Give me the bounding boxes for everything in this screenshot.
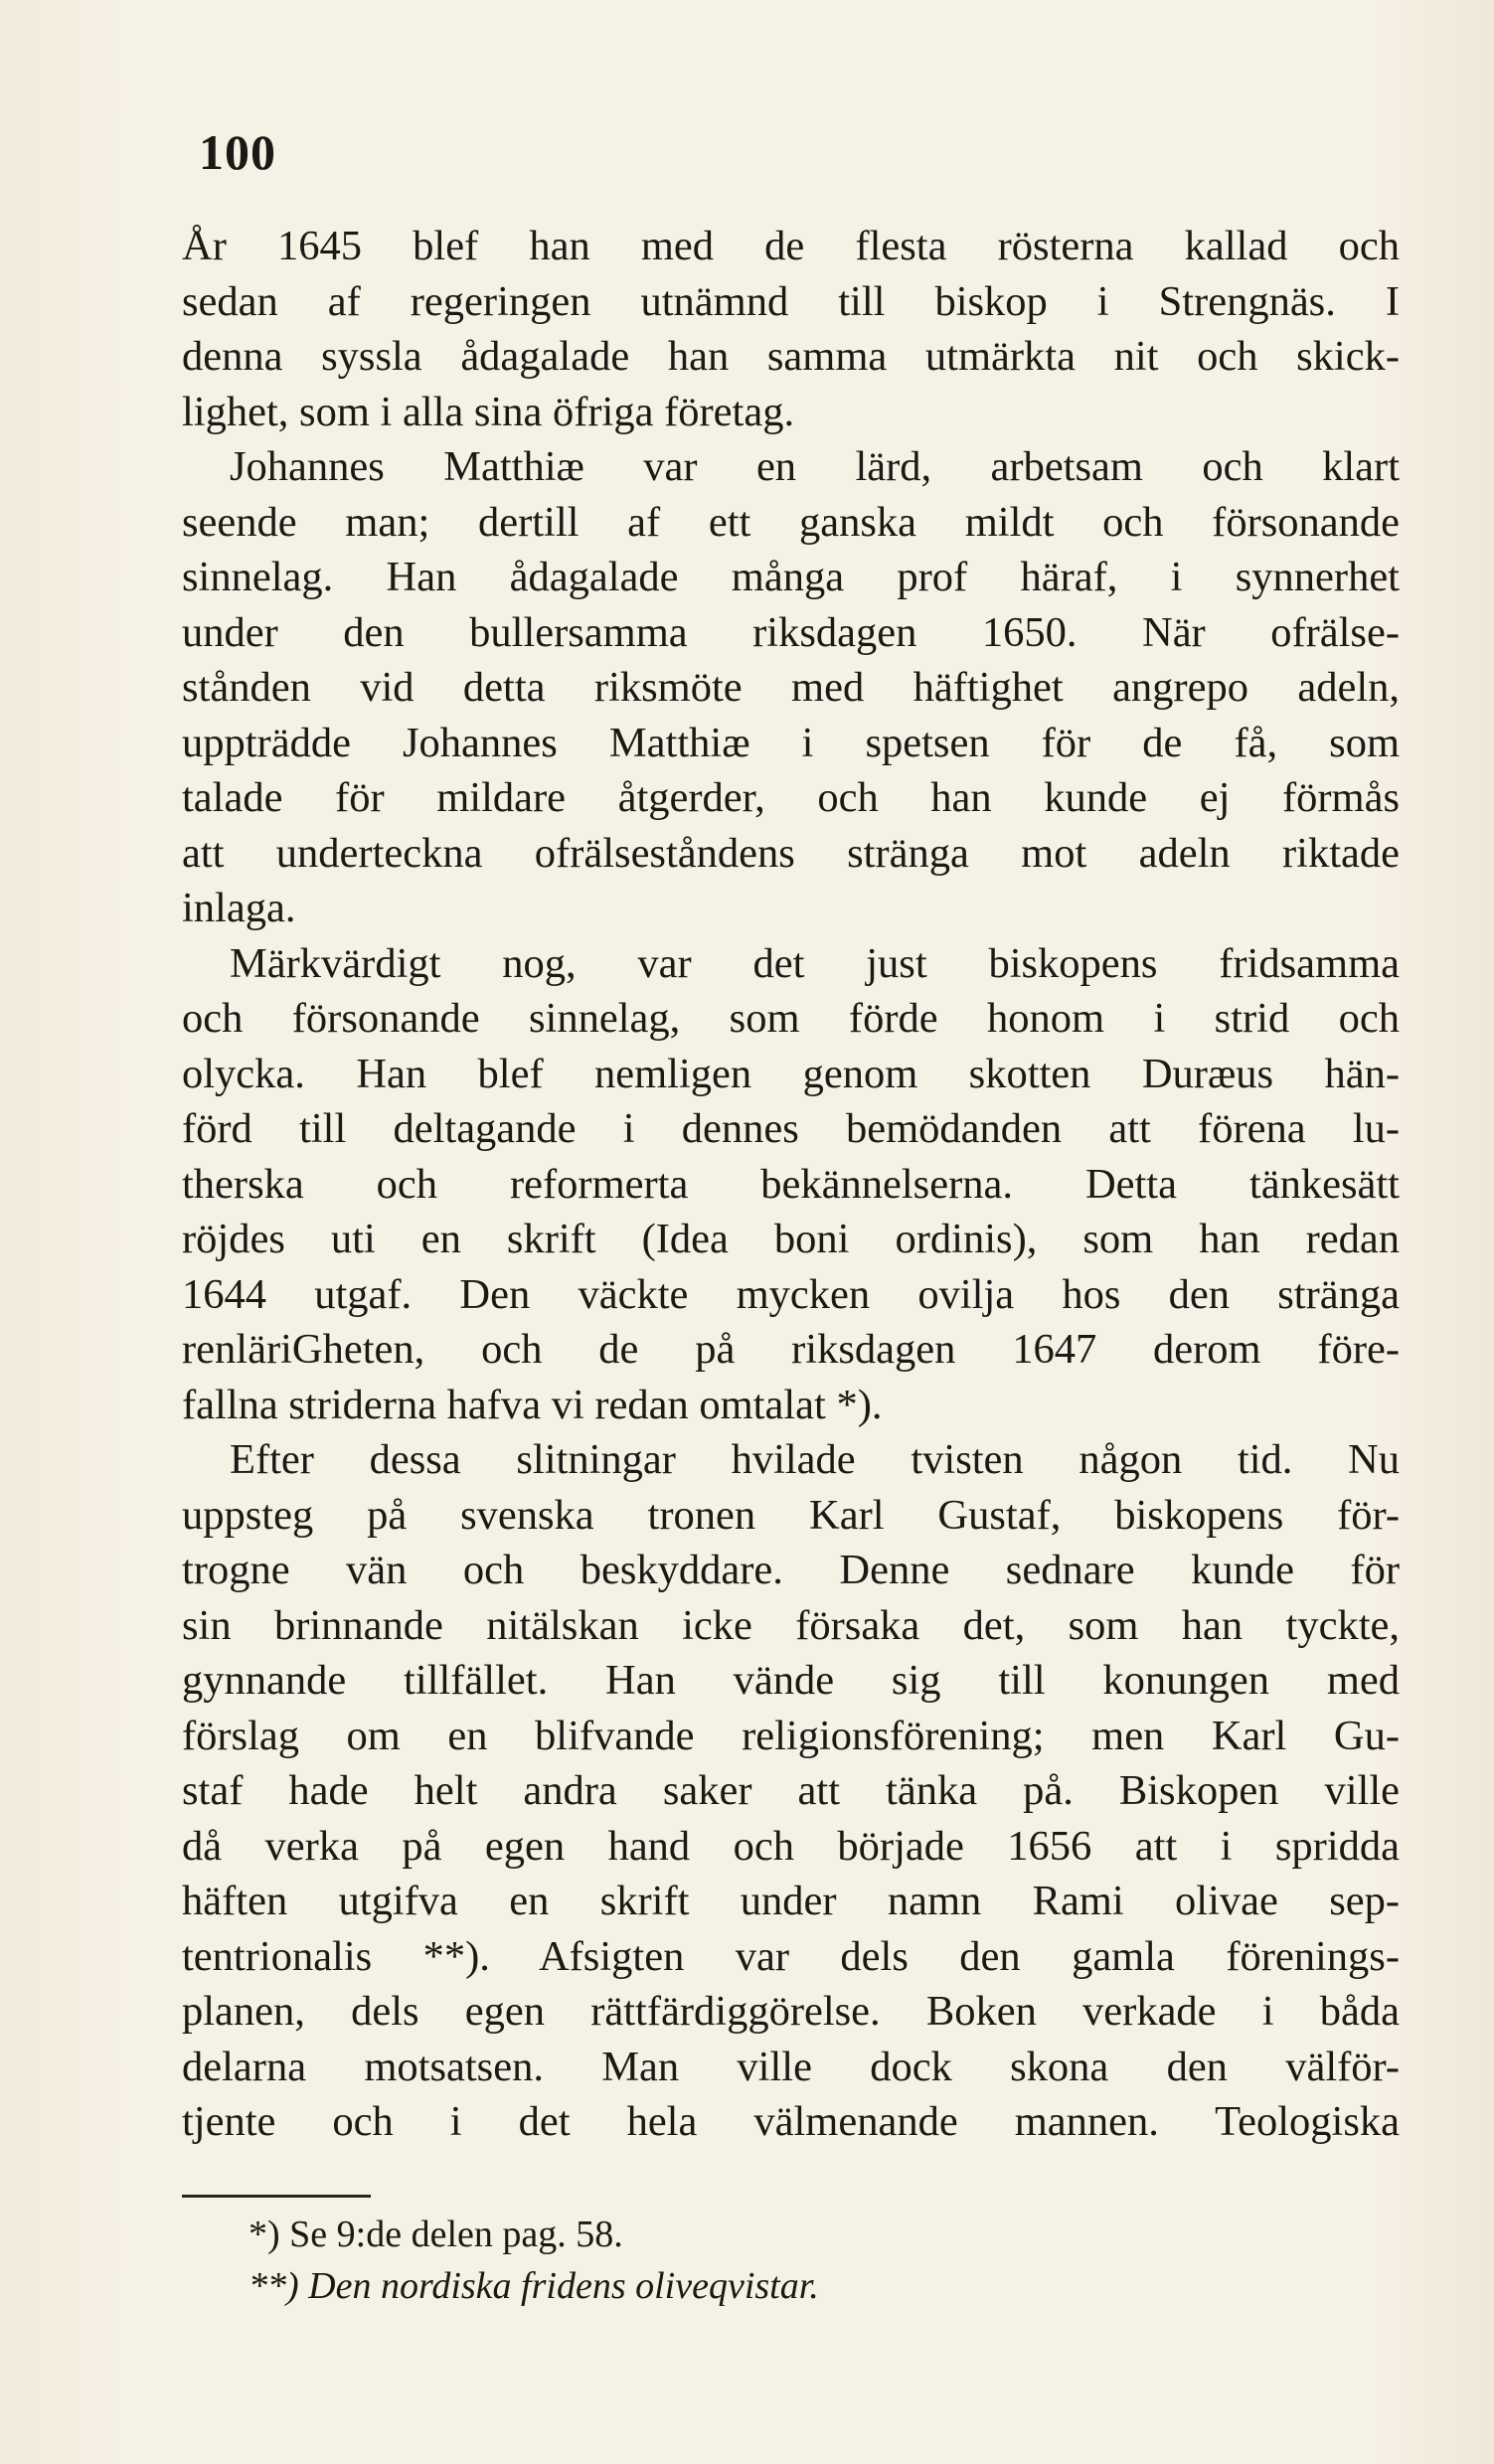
text-line: 1644 utgaf. Den väckte mycken ovilja hos den stränga bbox=[182, 1270, 1400, 1318]
footnote: **) Den nordiska fridens oliveqvistar. bbox=[249, 2265, 819, 2307]
paragraph bbox=[182, 936, 1400, 1433]
text-line: Johannes Matthiæ var en lärd, arbetsam och klart bbox=[230, 443, 1400, 490]
text-line: planen, dels egen rättfärdiggörelse. Boken verkade i båda bbox=[182, 1988, 1400, 2035]
text-line: År 1645 blef han med de flesta rösterna kallad och bbox=[182, 223, 1400, 269]
text-line: uppträdde Johannes Matthiæ i spetsen för de få, som bbox=[182, 719, 1400, 766]
text-line: fallna striderna hafva vi redan omtalat *). bbox=[182, 1381, 883, 1428]
body-text bbox=[182, 219, 1400, 2150]
paragraph bbox=[182, 439, 1400, 936]
text-line: Märkvärdigt nog, var det just biskopens fridsamma bbox=[230, 939, 1400, 987]
text-line: sinnelag. Han ådagalade många prof häraf, i synnerhet bbox=[182, 554, 1400, 600]
page-number: 100 bbox=[199, 124, 276, 180]
text-line: och försonande sinnelag, som förde honom i strid och bbox=[182, 995, 1400, 1042]
text-line: tjente och i det hela välmenande mannen. Teologiska bbox=[182, 2098, 1400, 2145]
text-line: uppsteg på svenska tronen Karl Gustaf, biskopens för- bbox=[182, 1491, 1400, 1539]
text-line: Efter dessa slitningar hvilade tvisten någon tid. Nu bbox=[230, 1436, 1400, 1483]
text-line: tentrionalis **). Afsigten var dels den gamla förenings- bbox=[182, 1932, 1400, 1980]
text-line: delarna motsatsen. Man ville dock skona den välför- bbox=[182, 2043, 1400, 2090]
text-line: staf hade helt andra saker att tänka på. Biskopen ville bbox=[182, 1767, 1400, 1814]
footnote-divider bbox=[182, 2195, 371, 2198]
text-line: att underteckna ofrälseståndens stränga mot adeln riktade bbox=[182, 829, 1400, 877]
text-line: under den bullersamma riksdagen 1650. När ofrälse- bbox=[182, 608, 1400, 656]
text-line: sin brinnande nitälskan icke försaka det, som han tyckte, bbox=[182, 1601, 1400, 1649]
text-line: talade för mildare åtgerder, och han kunde ej förmås bbox=[182, 774, 1400, 821]
paragraph bbox=[182, 1432, 1400, 2150]
footnotes bbox=[249, 2209, 819, 2312]
text-line: lighet, som i alla sina öfriga företag. bbox=[182, 388, 795, 435]
text-line: therska och reformerta bekännelserna. Detta tänkesätt bbox=[182, 1160, 1400, 1208]
text-line: gynnande tillfället. Han vände sig till konungen med bbox=[182, 1657, 1400, 1704]
text-line: inlaga. bbox=[182, 885, 296, 931]
text-line: röjdes uti en skrift (Idea boni ordinis), som han redan bbox=[182, 1216, 1400, 1262]
text-line: förslag om en blifvande religionsförening; men Karl Gu- bbox=[182, 1712, 1400, 1759]
text-line: trogne vän och beskyddare. Denne sednare kunde för bbox=[182, 1547, 1400, 1593]
text-line: olycka. Han blef nemligen genom skotten Duræus hän- bbox=[182, 1050, 1400, 1097]
text-line: renläriGheten, och de på riksdagen 1647 derom före- bbox=[182, 1326, 1400, 1373]
text-line: sedan af regeringen utnämnd till biskop i Strengnäs. I bbox=[182, 277, 1400, 325]
text-line: denna syssla ådagalade han samma utmärkta nit och skick- bbox=[182, 333, 1400, 380]
text-line: häften utgifva en skrift under namn Rami olivae sep- bbox=[182, 1878, 1400, 1924]
text-line: förd till deltagande i dennes bemödanden att förena lu- bbox=[182, 1105, 1400, 1152]
text-line: seende man; dertill af ett ganska mildt och försonande bbox=[182, 498, 1400, 546]
text-line: stånden vid detta riksmöte med häftighet angrepo adeln, bbox=[182, 664, 1400, 711]
paragraph bbox=[182, 219, 1400, 439]
footnote: *) Se 9:de delen pag. 58. bbox=[249, 2214, 623, 2255]
text-line: då verka på egen hand och började 1656 att i spridda bbox=[182, 1822, 1400, 1870]
